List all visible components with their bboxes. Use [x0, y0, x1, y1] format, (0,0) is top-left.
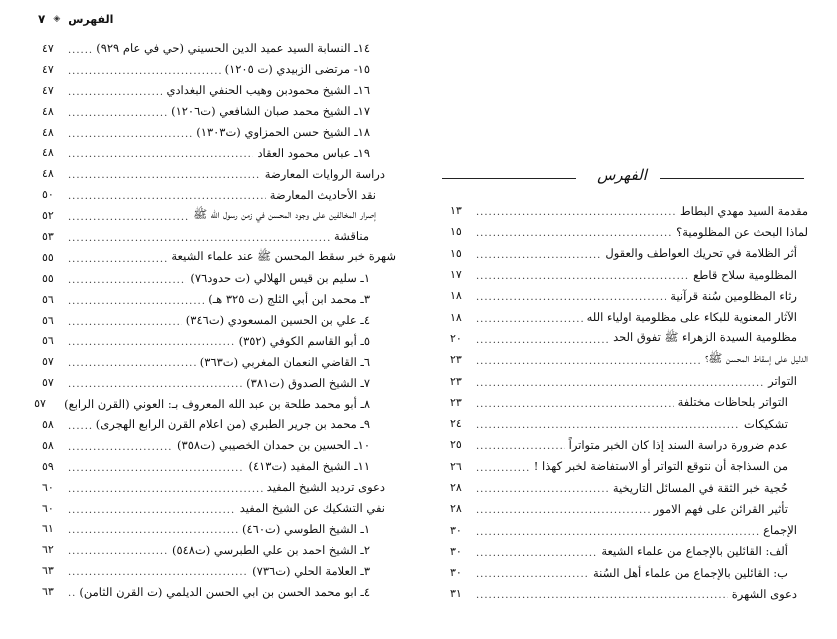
- toc-entry-page-number: ٢٨: [450, 502, 462, 516]
- toc-entry[interactable]: [42, 247, 396, 268]
- dot-leader: [476, 378, 764, 389]
- toc-entry[interactable]: [42, 122, 396, 143]
- dot-leader: [476, 505, 650, 516]
- dot-leader: [476, 569, 589, 580]
- dot-leader: [68, 588, 75, 599]
- toc-entry-page-number: ٢٨: [450, 481, 462, 494]
- toc-entry-title: مقدمة السيد مهدي البطاط: [679, 203, 808, 218]
- toc-entry-title: التواتر: [768, 374, 797, 389]
- running-header: [38, 12, 113, 26]
- toc-entry-page-number: ٥٥: [42, 271, 54, 285]
- toc-list-right: [450, 200, 808, 605]
- dot-leader: [68, 275, 186, 286]
- dot-leader: [68, 108, 167, 119]
- dot-leader: [476, 527, 759, 538]
- toc-entry-page-number: ٥٦: [42, 292, 54, 306]
- toc-entry-page-number: ٥٨: [42, 417, 54, 431]
- dot-leader: [68, 254, 167, 265]
- toc-entry-page-number: ٥٧: [42, 376, 54, 390]
- toc-entry-title: ١٨ـ الشيخ حسن الحمزاوي (ت١٣٠٣): [196, 125, 370, 139]
- toc-entry-title: ١١ـ الشيخ المفيد (ت٤١٣): [248, 459, 370, 474]
- toc-entry[interactable]: [450, 200, 808, 221]
- toc-entry-page-number: ٥٩: [42, 459, 54, 473]
- dot-leader: [68, 129, 192, 140]
- toc-entry[interactable]: [34, 393, 396, 414]
- toc-entry-page-number: ١٨: [450, 310, 462, 324]
- toc-entry-page-number: ٢٤: [450, 417, 462, 431]
- toc-entry-page-number: ٦٠: [42, 501, 54, 515]
- toc-entry-title: ٤ـ علي بن الحسين المسعودي (ت٣٤٦): [185, 313, 370, 328]
- toc-entry[interactable]: [42, 205, 396, 226]
- toc-entry-title: نقد الأحاديث المعارضة: [269, 187, 376, 202]
- toc-entry-title: ١ـ الشيخ الطوسي (ت٤٦٠): [241, 521, 370, 536]
- toc-entry-title: مناقشة: [333, 229, 369, 244]
- toc-entry-page-number: ٤٨: [42, 167, 54, 181]
- toc-entry-page-number: ٦٢: [42, 543, 54, 557]
- toc-entry-title: ١٠ـ الحسين بن حمدان الخصيبي (ت٣٥٨): [177, 438, 370, 453]
- dot-leader: [476, 463, 530, 474]
- toc-entry[interactable]: [450, 221, 808, 242]
- dot-leader: [68, 317, 182, 328]
- toc-entry[interactable]: [450, 456, 808, 477]
- toc-entry[interactable]: [42, 310, 396, 331]
- toc-entry-title: ١٦ـ الشيخ محمودبن وهيب الحنفي البغدادي: [166, 83, 370, 98]
- right-page: [420, 0, 837, 639]
- toc-entry-title: ٢ـ الشيخ احمد بن علي الطبرسي (ت٥٤٨): [171, 542, 370, 557]
- page-number: ٧: [38, 12, 46, 26]
- toc-entry[interactable]: [42, 38, 396, 59]
- toc-entry-title: دعوى الشهرة: [731, 586, 797, 601]
- toc-entry-title: الآثار المعنوية للبكاء على مظلومية اولياء الله: [586, 310, 797, 325]
- toc-entry-title: ١ـ سليم بن قيس الهلالي (ت حدود٧٦): [190, 271, 370, 286]
- toc-entry[interactable]: [450, 434, 808, 455]
- toc-entry-page-number: ٣٠: [450, 566, 462, 580]
- toc-entry-page-number: ١٨: [450, 289, 462, 303]
- toc-entry-page-number: ٤٧: [42, 41, 54, 55]
- diamond-ornament-icon: ◈: [53, 14, 61, 24]
- toc-entry-page-number: ١٣: [450, 204, 462, 218]
- title-rule-right: [660, 178, 804, 179]
- toc-entry[interactable]: [450, 264, 808, 285]
- toc-entry-title: دراسة الروايات المعارضة: [264, 166, 385, 181]
- toc-entry-title: ١٥- مرتضى الزبيدي (ت ١٢٠٥): [224, 62, 370, 77]
- toc-entry[interactable]: [42, 372, 396, 393]
- toc-entry-title: لماذا البحث عن المظلومية؟: [676, 224, 808, 239]
- toc-entry[interactable]: [450, 328, 808, 349]
- toc-entry-page-number: ١٥: [450, 246, 462, 260]
- toc-entry-title: رثاء المظلومين سُنة قرآنية: [670, 288, 797, 303]
- toc-entry-page-number: ٢٠: [450, 331, 462, 345]
- toc-entry-title: شهرة خبر سقط المحسن ﷺ عند علماء الشيعة: [171, 248, 396, 263]
- toc-entry[interactable]: [42, 581, 396, 602]
- toc-entry-title: ٩ـ محمد بن جرير الطبري (من اعلام القرن الرابع الهجرى): [95, 417, 370, 432]
- toc-entry[interactable]: [450, 541, 808, 562]
- toc-entry[interactable]: [42, 101, 396, 122]
- dot-leader: [476, 420, 740, 431]
- dot-leader: [68, 379, 242, 390]
- dot-leader: [476, 335, 609, 346]
- toc-entry-page-number: ٦٠: [42, 480, 54, 494]
- toc-entry[interactable]: [42, 330, 396, 351]
- dot-leader: [476, 228, 672, 239]
- toc-entry[interactable]: [450, 370, 808, 391]
- toc-entry[interactable]: [450, 583, 808, 604]
- toc-entry-title: ٨ـ أبو محمد طلحة بن عبد الله المعروف بـ: العوني (القرن الرابع): [64, 396, 370, 411]
- toc-entry-page-number: ٦٣: [42, 564, 54, 578]
- toc-entry-title: التواتر بلحاظات مختلفة: [677, 395, 788, 410]
- dot-leader: [68, 87, 162, 98]
- toc-entry-page-number: ٥٨: [42, 438, 54, 452]
- toc-section-title: الفهرس: [597, 166, 647, 184]
- toc-entry-page-number: ٥٥: [42, 250, 54, 264]
- dot-leader: [476, 292, 666, 303]
- toc-entry[interactable]: [42, 184, 396, 205]
- dot-leader: [68, 484, 263, 495]
- toc-entry-title: تشكيكات: [744, 416, 788, 431]
- toc-entry[interactable]: [42, 477, 396, 498]
- toc-entry-page-number: ٤٧: [42, 83, 54, 97]
- toc-entry[interactable]: [42, 414, 396, 435]
- dot-leader: [68, 191, 266, 202]
- toc-entry-title: إصرار المخالفين على وجود المحسن في زمن رسول الله ﷺ: [193, 207, 376, 222]
- dot-leader: [476, 207, 676, 218]
- dot-leader: [476, 590, 728, 601]
- toc-entry-title: ١٤ـ النسابة السيد عميد الدين الحسيني (حي في عام ٩٢٩): [96, 41, 370, 56]
- toc-entry-page-number: ٥٦: [42, 313, 54, 327]
- toc-entry-page-number: ٤٧: [42, 62, 54, 76]
- toc-entry[interactable]: [450, 498, 808, 519]
- toc-entry[interactable]: [42, 289, 396, 310]
- toc-entry-title: ١٩ـ عباس محمود العقاد: [257, 145, 370, 160]
- toc-entry[interactable]: [42, 59, 396, 80]
- dot-leader: [68, 567, 248, 578]
- dot-leader: [476, 250, 601, 261]
- toc-entry[interactable]: [42, 539, 396, 560]
- dot-leader: [68, 442, 173, 453]
- toc-entry[interactable]: [42, 456, 396, 477]
- toc-entry-title: ٤ـ ابو محمد الحسن بن ابي الحسن الديلمي (ت القرن الثامن): [79, 584, 370, 599]
- toc-entry[interactable]: [42, 351, 396, 372]
- dot-leader: [68, 45, 92, 56]
- toc-entry[interactable]: [42, 163, 396, 184]
- dot-leader: [68, 149, 253, 160]
- toc-entry-page-number: ١٧: [450, 268, 462, 282]
- toc-entry-page-number: ٢٦: [450, 459, 462, 473]
- dot-leader: [68, 421, 92, 432]
- dot-leader: [68, 525, 238, 536]
- toc-entry-page-number: ٤٨: [42, 125, 54, 139]
- title-rule-left: [442, 178, 576, 179]
- dot-leader: [476, 399, 674, 410]
- toc-entry-title: ٣ـ العلامة الحلي (ت٧٣٦): [252, 563, 370, 578]
- toc-entry-page-number: ٢٥: [450, 438, 462, 452]
- toc-entry-title: المظلومية سلاح قاطع: [693, 267, 797, 282]
- dot-leader: [476, 271, 689, 282]
- toc-entry-title: ٧ـ الشيخ الصدوق (ت٣٨١): [246, 375, 370, 390]
- toc-entry-title: الدليل على إسقاط المحسن ﷺ؟: [705, 351, 808, 366]
- toc-entry-page-number: ٢٣: [450, 353, 462, 367]
- dot-leader: [68, 505, 236, 516]
- toc-entry[interactable]: [450, 306, 808, 327]
- toc-entry[interactable]: [42, 80, 396, 101]
- toc-entry-title: ١٧ـ الشيخ محمد صبان الشافعي (ت١٢٠٦): [171, 104, 370, 119]
- dot-leader: [476, 441, 565, 452]
- toc-entry-title: دعوى ترديد الشيخ المفيد: [266, 480, 385, 495]
- toc-title-bar: [442, 168, 806, 190]
- toc-entry-title: عدم ضرورة دراسة السند إذا كان الخبر متواتراً: [568, 437, 788, 452]
- toc-entry-page-number: ٥٠: [42, 188, 54, 202]
- toc-entry-title: ٦ـ القاضي النعمان المغربي (ت٣٦٣): [199, 354, 370, 369]
- toc-entry-page-number: ٦١: [42, 522, 54, 536]
- dot-leader: [68, 546, 168, 557]
- toc-entry[interactable]: [450, 562, 808, 583]
- dot-leader: [476, 484, 609, 495]
- toc-entry-page-number: ٢٣: [450, 395, 462, 409]
- toc-entry-page-number: ٦٣: [42, 585, 54, 599]
- toc-entry[interactable]: [450, 392, 808, 413]
- toc-entry[interactable]: [42, 518, 396, 539]
- toc-entry-page-number: ٥٢: [42, 209, 54, 223]
- toc-entry-page-number: ٣١: [450, 587, 462, 601]
- dot-leader: [68, 358, 196, 369]
- dot-leader: [476, 356, 701, 367]
- toc-entry[interactable]: [42, 498, 396, 519]
- toc-entry[interactable]: [42, 560, 396, 581]
- dot-leader: [476, 314, 583, 325]
- dot-leader: [68, 170, 261, 181]
- toc-entry-title: الإجماع: [763, 523, 797, 538]
- toc-entry[interactable]: [450, 349, 808, 370]
- toc-entry[interactable]: [450, 285, 808, 306]
- toc-entry-page-number: ٥٧: [34, 397, 46, 411]
- toc-entry[interactable]: [450, 413, 808, 434]
- toc-entry-page-number: ٥٦: [42, 334, 54, 348]
- dot-leader: [68, 296, 204, 307]
- toc-entry[interactable]: [42, 142, 396, 163]
- toc-entry-page-number: ١٥: [450, 225, 462, 239]
- toc-entry[interactable]: [42, 226, 396, 247]
- dot-leader: [68, 212, 189, 223]
- toc-entry-page-number: ٣٠: [450, 544, 462, 558]
- toc-entry-title: من السذاجة أن نتوقع التواتر أو الاستفاضة لخبر كهذا !: [533, 459, 788, 474]
- toc-entry-title: حُجية خبر الثقة في المسائل التاريخية: [612, 480, 788, 495]
- toc-entry-title: مظلومية السيدة الزهراء ﷺ تفوق الحد: [613, 329, 797, 344]
- dot-leader: [68, 337, 235, 348]
- running-header-title: الفهرس: [68, 12, 114, 26]
- dot-leader: [68, 233, 330, 244]
- dot-leader: [68, 66, 221, 77]
- toc-entry-title: نفي التشكيك عن الشيخ المفيد: [239, 501, 385, 516]
- toc-entry-page-number: ٢٣: [450, 374, 462, 388]
- toc-entry-page-number: ٤٨: [42, 104, 54, 118]
- toc-entry-page-number: ٥٧: [42, 355, 54, 369]
- toc-entry-page-number: ٥٣: [42, 229, 54, 243]
- toc-entry-title: ٣ـ محمد ابن أبي الثلج (ت ٣٢٥ هـ): [208, 292, 370, 307]
- toc-entry[interactable]: [450, 477, 808, 498]
- dot-leader: [476, 548, 597, 559]
- toc-entry-page-number: ٤٨: [42, 146, 54, 160]
- toc-list-left: [34, 38, 396, 602]
- toc-entry-title: ب: القائلين بالإجماع من علماء أهل السُنة: [593, 565, 788, 580]
- toc-entry[interactable]: [450, 243, 808, 264]
- toc-entry-page-number: ٣٠: [450, 523, 462, 537]
- dot-leader: [68, 463, 244, 474]
- toc-entry-title: أثر الظلامة في تحريك العواطف والعقول: [605, 246, 797, 261]
- toc-entry[interactable]: [42, 268, 396, 289]
- toc-entry-title: ألف: القائلين بالإجماع من علماء الشيعة: [601, 544, 788, 559]
- toc-entry-title: تأثير القرائن على فهم الامور: [653, 501, 788, 516]
- toc-entry[interactable]: [450, 519, 808, 540]
- toc-entry-title: ٥ـ أبو القاسم الكوفي (٣٥٢): [238, 333, 370, 348]
- toc-entry[interactable]: [42, 435, 396, 456]
